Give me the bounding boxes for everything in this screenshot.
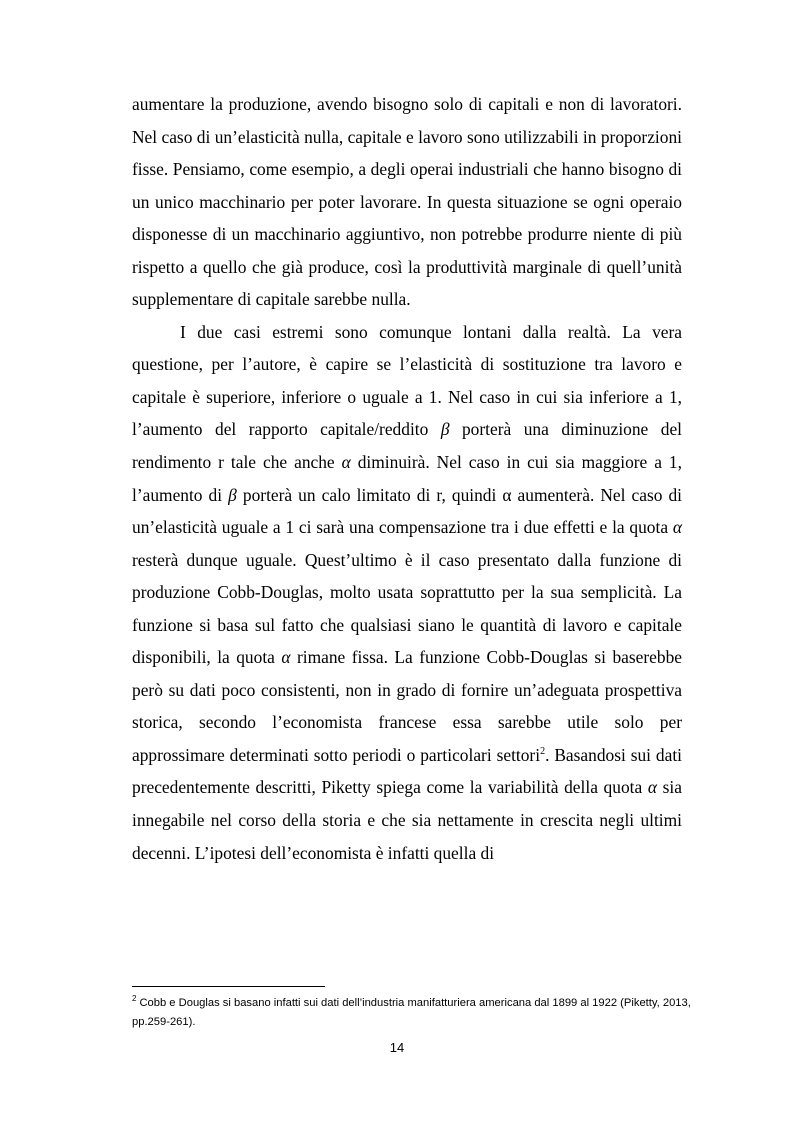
paragraph-2-part-4: porterà un calo limitato di r, quindi α aumenterà. Nel caso di un’elasticità uguale a 1 ci sarà una compensazione tra i due effetti e la quota <box>132 484 682 538</box>
paragraph-2-part-1: I due casi estremi sono comunque lontani dalla realtà. La vera questione, per l’autore, è capire se l’elasticità di sostituzione tra lavoro e capitale è superiore, inferiore o uguale a 1. Nel caso in cui sia inferiore a 1, l’aumento del rapporto capitale/reddito <box>132 321 682 440</box>
alpha-symbol: α <box>647 777 657 798</box>
footnote <box>132 994 692 1032</box>
paragraph-2-part-6: rimane fissa. La funzione Cobb-Douglas si baserebbe però su dati poco consistenti, non in grado di fornire un’adeguata prospettiva storica, secondo l’economista francese essa sarebbe utile solo per approssimare determinati sotto periodi o particolari settori <box>132 647 682 765</box>
alpha-symbol: α <box>341 452 351 473</box>
beta-symbol: β <box>440 419 450 440</box>
alpha-symbol: α <box>281 647 291 668</box>
paragraph-2-part-3: diminuirà. Nel caso in cui sia maggiore a 1, l’aumento di <box>132 452 682 505</box>
paragraph-1: aumentare la produzione, avendo bisogno solo di capitali e non di lavoratori. Nel caso di un’elasticità nulla, capitale e lavoro sono utilizzabili in proporzioni fisse. Pensiamo, come esempio, a degli operai industriali che hanno bisogno di un unico macchinario per poter lavorare. In questa situazione se ogni operaio disponesse di un macchinario aggiuntivo, non potrebbe produrre niente di più rispetto a quello che già produce, così la produttività marginale di quell’unità supplementare di capitale sarebbe nulla. <box>132 94 682 310</box>
alpha-symbol: α <box>672 517 682 538</box>
paragraph-2-part-8: sia innegabile nel corso della storia e che sia nettamente in crescita negli ultimi decenni. L’ipotesi dell’economista è infatti quella di <box>132 777 682 863</box>
body-text <box>132 88 682 869</box>
paragraph-2 <box>132 316 682 869</box>
beta-symbol: β <box>228 484 237 505</box>
footnote-reference[interactable]: 2 <box>540 746 546 758</box>
footnote-text: Cobb e Douglas si basano infatti sui dati dell’industria manifatturiera americana dal 1899 al 1922 (Piketty, 2013, pp.259-261). <box>132 997 691 1028</box>
page-number: 14 <box>389 1040 405 1055</box>
paragraph-2-part-2: porterà una diminuzione del rendimento r tale che anche <box>132 419 682 473</box>
paragraph-2-part-7: . Basandosi sui dati precedentemente descritti, Piketty spiega come la variabilità della quota <box>132 744 682 798</box>
footnote-number: 2 <box>132 994 137 1004</box>
paragraph-2-part-5: resterà dunque uguale. Quest’ultimo è il caso presentato dalla funzione di produzione Cobb-Douglas, molto usata soprattutto per la sua semplicità. La funzione si basa sul fatto che qualsiasi siano le quantità di lavoro e capitale disponibili, la quota <box>132 549 682 668</box>
footnote-separator <box>132 986 325 987</box>
